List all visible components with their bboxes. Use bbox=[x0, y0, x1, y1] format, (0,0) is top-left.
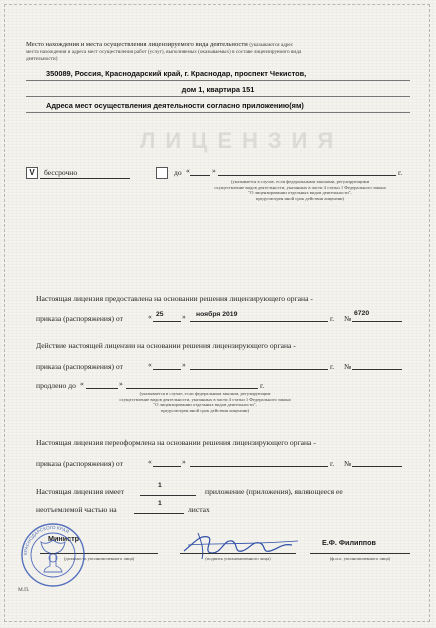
reissued-order-label: приказа (распоряжения) от bbox=[36, 459, 123, 468]
indefinite-checkbox[interactable]: V bbox=[26, 167, 38, 179]
issued-number-underline bbox=[352, 321, 402, 322]
extended-number-label: № bbox=[344, 362, 352, 371]
signer-name: Е.Ф. Филиппов bbox=[322, 538, 376, 547]
reissued-quote-close: » bbox=[182, 457, 186, 466]
indefinite-label: бессрочно bbox=[44, 168, 78, 177]
issued-month-underline bbox=[190, 321, 328, 322]
extended-basis-text: Действие настоящей лицензии на основании решения лицензирующего органа - bbox=[36, 341, 296, 350]
extended-year-suffix: г. bbox=[330, 362, 335, 371]
reissued-month-underline bbox=[190, 466, 328, 467]
reissued-year-suffix: г. bbox=[330, 459, 335, 468]
position-caption: (должность уполномоченного лица) bbox=[63, 556, 135, 561]
header-title: Место нахождения и места осуществления лицензируемого вида деятельности (указываются адрес bbox=[26, 41, 294, 48]
extended-quote-open: « bbox=[148, 360, 152, 369]
extended-until-label: продлено до bbox=[36, 381, 76, 390]
reissued-quote-open: « bbox=[148, 457, 152, 466]
reissued-basis-text: Настоящая лицензия переоформлена на основании решения лицензирующего органа - bbox=[36, 438, 316, 447]
extended-until-quote-close: » bbox=[119, 379, 123, 388]
signer-position: Министр bbox=[48, 534, 80, 543]
extended-day-underline bbox=[153, 369, 181, 370]
issued-order-label: приказа (распоряжения) от bbox=[36, 314, 123, 323]
address-line2: дом 1, квартира 151 bbox=[181, 85, 255, 94]
seal-ring-text bbox=[20, 522, 86, 588]
address-underline-1 bbox=[26, 80, 410, 81]
extended-note: (указывается в случае, если федеральным законом, регулирующим осуществление видов деятельности, указанных в части 4 статьи 1 Федерального закона "О лицензировании отдельных видов деятельности", предусмотрен иной срок действия лицензии) bbox=[119, 391, 291, 413]
until-checkbox[interactable] bbox=[156, 167, 168, 179]
signature-underline bbox=[180, 553, 296, 554]
reissued-number-underline bbox=[352, 466, 402, 467]
annex-line1-start: Настоящая лицензия имеет bbox=[36, 487, 124, 496]
extended-until-year-suffix: г. bbox=[260, 381, 265, 390]
annex-count-underline bbox=[140, 495, 196, 496]
until-quote-open: « bbox=[186, 166, 190, 175]
address-underline-3 bbox=[26, 112, 410, 113]
annex-line1-end: приложение (приложения), являющееся ее bbox=[205, 487, 343, 496]
issued-day: 25 bbox=[156, 311, 164, 318]
until-month-underline bbox=[218, 175, 396, 176]
annex-sheet-underline bbox=[134, 513, 184, 514]
annex-line2-start: неотъемлемой частью на bbox=[36, 505, 117, 514]
signature-caption: (подпись уполномоченного лица) bbox=[205, 556, 271, 561]
annex-line2-end: листах bbox=[188, 505, 210, 514]
address-underline-2 bbox=[26, 96, 410, 97]
issued-basis-text: Настоящая лицензия предоставлена на основании решения лицензирующего органа - bbox=[36, 294, 313, 303]
until-day-underline bbox=[190, 175, 210, 176]
address-line1: 350089, Россия, Краснодарский край, г. Краснодар, проспект Чекистов, bbox=[46, 69, 307, 78]
extended-month-underline bbox=[190, 369, 328, 370]
name-underline bbox=[310, 553, 410, 554]
issued-quote-close: » bbox=[182, 312, 186, 321]
extended-quote-close: » bbox=[182, 360, 186, 369]
extended-order-label: приказа (распоряжения) от bbox=[36, 362, 123, 371]
until-label: до bbox=[174, 168, 182, 177]
extended-until-day-underline bbox=[86, 388, 118, 389]
issued-month-year: ноября 2019 bbox=[196, 311, 238, 318]
until-quote-close: » bbox=[212, 166, 216, 175]
issued-year-suffix: г. bbox=[330, 314, 335, 323]
issued-number: 6720 bbox=[354, 310, 370, 317]
indefinite-underline bbox=[40, 178, 130, 179]
header-note-line2: места нахождения и адреса мест осуществления работ (услуг), выполняемых (оказываемых) в составе лицензируемого вида bbox=[26, 49, 302, 55]
extended-number-underline bbox=[352, 369, 402, 370]
annex-count: 1 bbox=[158, 482, 162, 489]
header-note-line3: деятельности) bbox=[26, 56, 58, 62]
address-line3: Адреса мест осуществления деятельности согласно приложению(ям) bbox=[46, 101, 304, 110]
background-watermark: ЛИЦЕНЗИЯ bbox=[140, 128, 344, 153]
extended-until-month-underline bbox=[126, 388, 258, 389]
stamp-label: М.П. bbox=[18, 587, 30, 593]
reissued-day-underline bbox=[153, 466, 181, 467]
annex-sheet-count: 1 bbox=[158, 500, 162, 507]
until-year-suffix: г. bbox=[398, 168, 403, 177]
term-note: (указывается в случае, если федеральными законами, регулирующими осуществление видов деятельности, указанных в части 4 статьи 1 Федерального закона "О лицензировании отдельных видов деятельности", предусмотрен иной срок действия лицензии) bbox=[214, 179, 386, 201]
issued-number-label: № bbox=[344, 314, 352, 323]
name-caption: (ф.и.о. уполномоченного лица) bbox=[329, 556, 391, 561]
svg-text:КРАСНОДАРСКОГО КРАЯ: КРАСНОДАРСКОГО КРАЯ bbox=[22, 524, 70, 556]
issued-day-underline bbox=[153, 321, 181, 322]
extended-until-quote-open: « bbox=[80, 379, 84, 388]
issued-quote-open: « bbox=[148, 312, 152, 321]
reissued-number-label: № bbox=[344, 459, 352, 468]
